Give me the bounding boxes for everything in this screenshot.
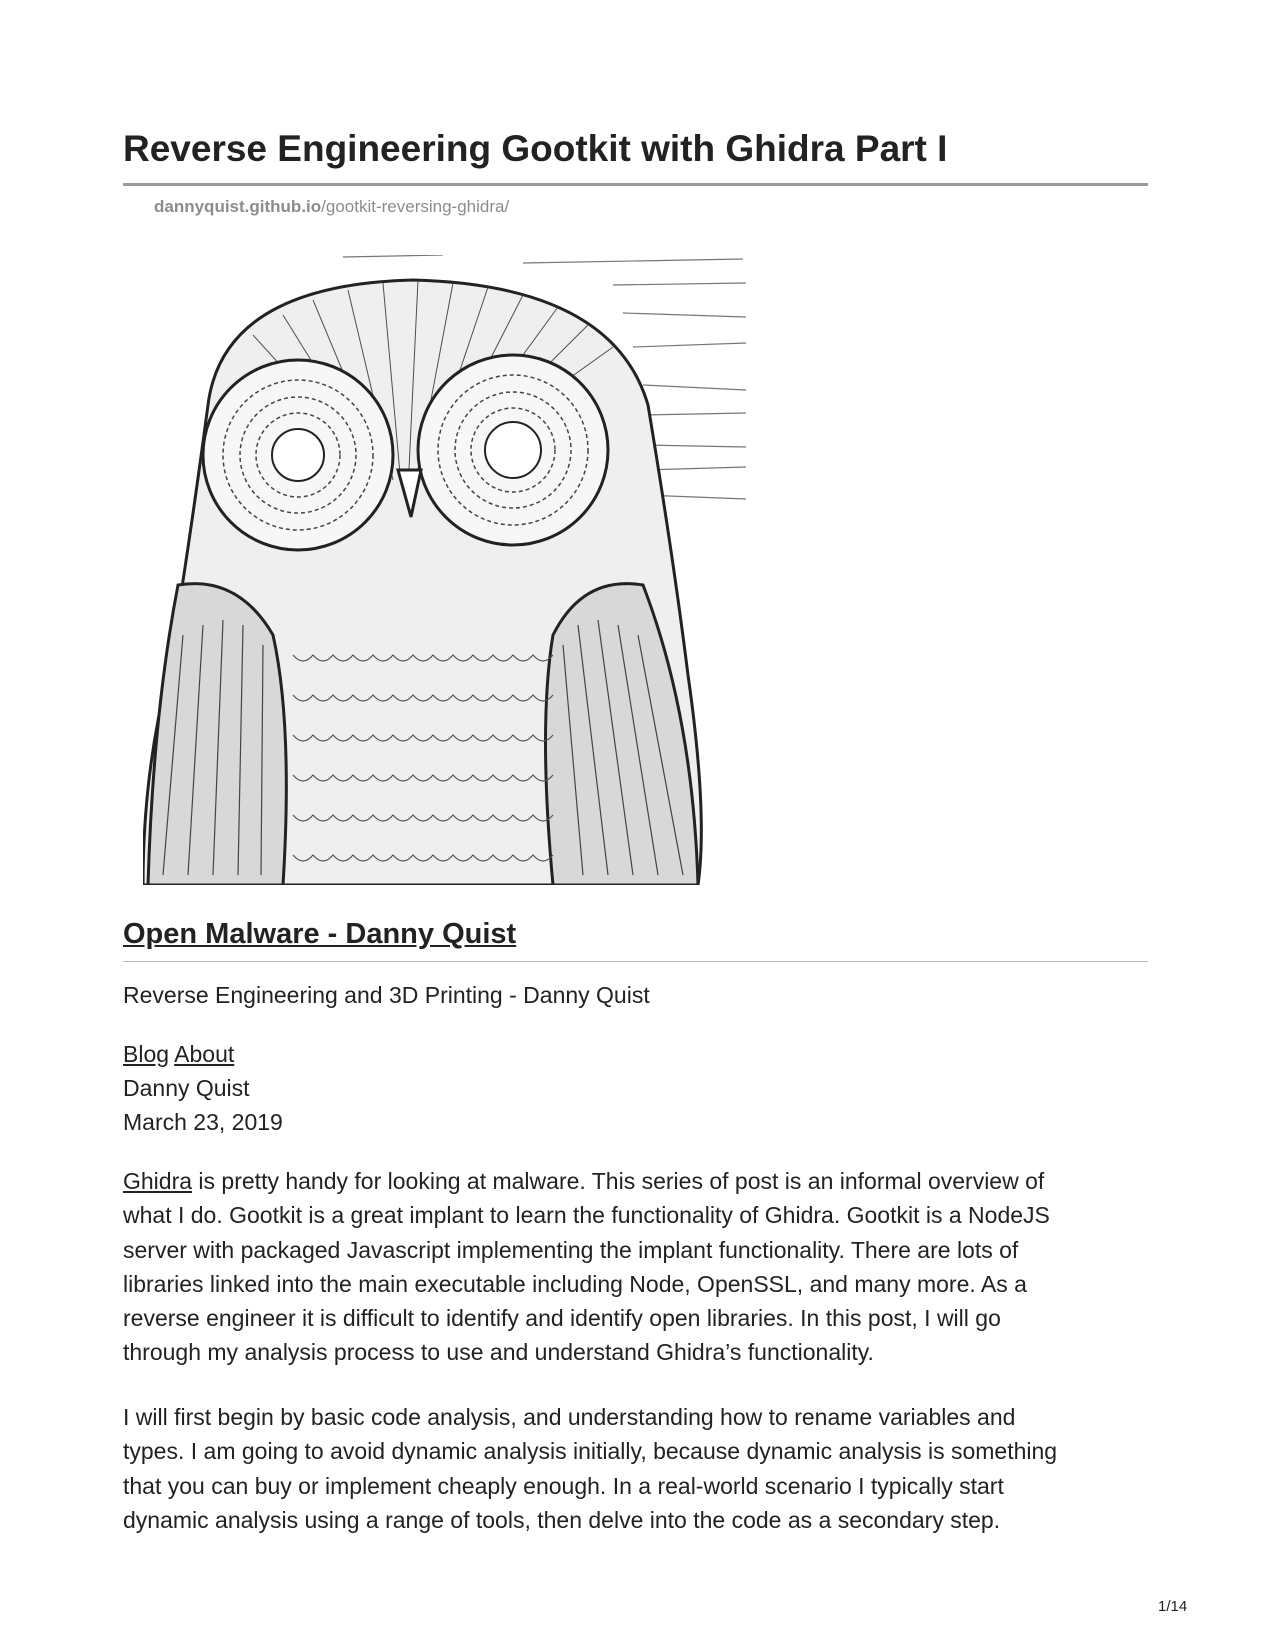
blog-tagline: Reverse Engineering and 3D Printing - Danny Quist bbox=[123, 982, 650, 1008]
title-divider bbox=[123, 183, 1148, 186]
blog-title-divider bbox=[123, 961, 1148, 962]
post-author: Danny Quist bbox=[123, 1075, 250, 1101]
nav-link-blog[interactable]: Blog bbox=[123, 1041, 170, 1067]
source-url-domain: dannyquist.github.io bbox=[154, 197, 322, 216]
page-number: 1/14 bbox=[1158, 1598, 1188, 1615]
paragraph-text: is pretty handy for looking at malware. This series of post is an informal overview of bbox=[192, 1168, 1045, 1194]
owl-left-eye bbox=[203, 360, 393, 550]
paragraph-text: types. I am going to avoid dynamic analysis initially, because dynamic analysis is something bbox=[123, 1438, 1058, 1465]
post-paragraph-1 bbox=[123, 1164, 1153, 1370]
nav-link-about[interactable]: About bbox=[174, 1041, 235, 1067]
paragraph-text: server with packaged Javascript implementing the implant functionality. There are lots of bbox=[123, 1236, 1019, 1263]
ghidra-link[interactable]: Ghidra bbox=[123, 1168, 193, 1194]
paragraph-text: what I do. Gootkit is a great implant to learn the functionality of Ghidra. Gootkit is a NodeJS bbox=[123, 1202, 1050, 1229]
paragraph-text: I will first begin by basic code analysis, and understanding how to rename variables and bbox=[123, 1404, 1016, 1430]
owl-right-eye bbox=[418, 355, 608, 545]
page-title: Reverse Engineering Gootkit with Ghidra Part I bbox=[123, 128, 948, 169]
paragraph-text: dynamic analysis using a range of tools, then delve into the code as a secondary step. bbox=[123, 1506, 1001, 1533]
blog-nav bbox=[123, 1041, 234, 1068]
post-paragraph-2 bbox=[123, 1400, 1153, 1537]
source-url-path: /gootkit-reversing-ghidra/ bbox=[321, 197, 510, 216]
source-url[interactable] bbox=[154, 197, 509, 217]
paragraph-text: that you can buy or implement cheaply enough. In a real-world scenario I typically start bbox=[123, 1472, 1004, 1499]
post-date: March 23, 2019 bbox=[123, 1109, 283, 1135]
paragraph-text: reverse engineer it is difficult to identify and identify open libraries. In this post, I will go bbox=[123, 1305, 1001, 1332]
owl-sketch-icon bbox=[143, 255, 748, 885]
blog-title-link[interactable]: Open Malware - Danny Quist bbox=[123, 918, 517, 950]
paragraph-text: through my analysis process to use and understand Ghidra’s functionality. bbox=[123, 1339, 874, 1366]
paragraph-text: libraries linked into the main executable including Node, OpenSSL, and many more. As a bbox=[123, 1270, 1027, 1297]
